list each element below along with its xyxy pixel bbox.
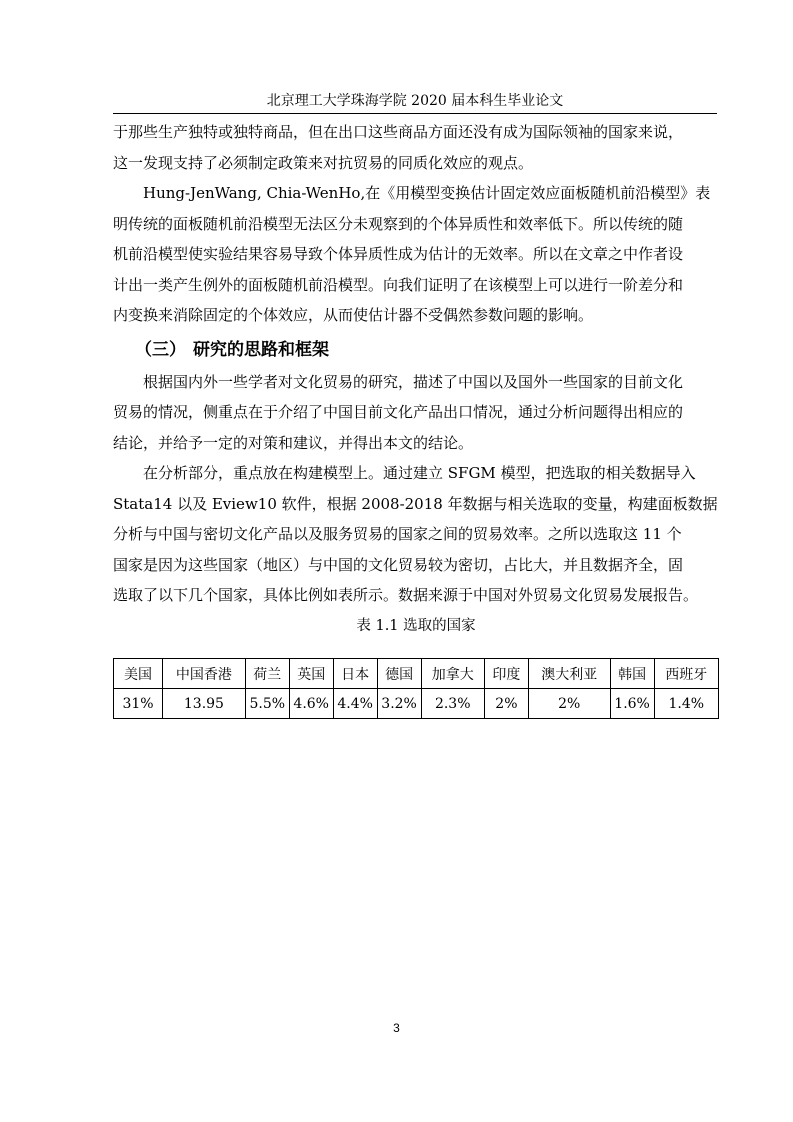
table-cell: 3.2% <box>377 689 421 719</box>
table-caption: 表 1.1 选取的国家 <box>356 617 476 634</box>
table-cell: 5.5% <box>245 689 289 719</box>
table-cell: 英国 <box>289 659 333 689</box>
table-cell: 日本 <box>333 659 377 689</box>
text-line: 贸易的情况，侧重点在于介绍了中国目前文化产品出口情况，通过分析问题得出相应的 <box>113 403 684 421</box>
table-cell: 4.6% <box>289 689 333 719</box>
table-cell: 1.4% <box>654 689 718 719</box>
table-cell: 13.95 <box>163 689 246 719</box>
table-cell: 西班牙 <box>654 659 718 689</box>
text-line: 计出一类产生例外的面板随机前沿模型。向我们证明了在该模型上可以进行一阶差分和 <box>113 275 684 294</box>
table-cell: 荷兰 <box>245 659 289 689</box>
text-line: 在分析部分，重点放在构建模型上。通过建立 SFGM 模型，把选取的相关数据导入 <box>143 464 696 482</box>
text-line: Hung-JenWang, Chia-WenHo,在《用模型变换估计固定效应面板随机前沿模型》表 <box>143 184 711 202</box>
text-line: 明传统的面板随机前沿模型无法区分未观察到的个体异质性和效率低下。所以传统的随 <box>113 214 684 233</box>
table-cell: 中国香港 <box>163 659 246 689</box>
section-heading <box>135 333 719 367</box>
text-line: 结论，并给予一定的对策和建议，并得出本文的结论。 <box>113 433 474 452</box>
text-line: 分析与中国与密切文化产品以及服务贸易的国家之间的贸易效率。之所以选取这 11 个 <box>113 525 682 543</box>
table-cell: 2% <box>528 689 610 719</box>
text-line: 这一发现支持了必须制定政策来对抗贸易的同质化效应的观点。 <box>113 153 534 172</box>
body-text <box>113 117 719 639</box>
table-cell: 4.4% <box>333 689 377 719</box>
table-cell: 美国 <box>114 659 163 689</box>
table-cell: 2.3% <box>421 689 484 719</box>
table-row-countries <box>114 659 719 689</box>
section-title: 研究的思路和框架 <box>193 339 329 360</box>
paragraph <box>113 367 719 459</box>
text-line: 国家是因为这些国家（地区）与中国的文化贸易较为密切，占比大，并且数据齐全，固 <box>113 555 684 574</box>
table-row-shares <box>114 689 719 719</box>
text-line: 于那些生产独特或独特商品，但在出口这些商品方面还没有成为国际领袖的国家来说， <box>113 123 684 141</box>
text-line: 机前沿模型使实验结果容易导致个体异质性成为估计的无效率。所以在文章之中作者设 <box>113 245 684 263</box>
table-cell: 2% <box>484 689 528 719</box>
page-number: 3 <box>393 1021 400 1035</box>
table-cell: 31% <box>114 689 163 719</box>
paragraph <box>113 117 719 178</box>
table-cell: 德国 <box>377 659 421 689</box>
table-cell: 韩国 <box>610 659 654 689</box>
countries-table <box>113 658 719 719</box>
section-number: （三） <box>135 339 186 360</box>
header-rule <box>113 113 717 114</box>
table-cell: 印度 <box>484 659 528 689</box>
paragraph <box>113 178 719 331</box>
text-line: 内变换来消除固定的个体效应，从而使估计器不受偶然参数问题的影响。 <box>113 306 594 324</box>
text-line: Stata14 以及 Eview10 软件，根据 2008-2018 年数据与相关选取的变量，构建面板数据 <box>113 494 718 513</box>
running-header: 北京理工大学珠海学院 2020 届本科生毕业论文 <box>266 93 564 109</box>
text-line: 选取了以下几个国家，具体比例如表所示。数据来源于中国对外贸易文化贸易发展报告。 <box>113 586 699 604</box>
table-cell: 澳大利亚 <box>528 659 610 689</box>
text-line: 根据国内外一些学者对文化贸易的研究，描述了中国以及国外一些国家的目前文化 <box>143 372 684 391</box>
table-cell: 加拿大 <box>421 659 484 689</box>
table-cell: 1.6% <box>610 689 654 719</box>
paragraph <box>113 458 719 611</box>
